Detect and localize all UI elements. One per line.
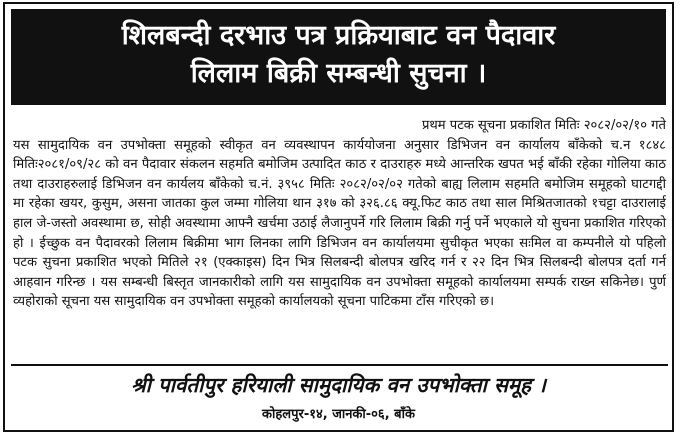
notice-body-text: यस सामुदायिक वन उपभोक्ता समूहको स्वीकृत वन व्यवस्थापन कार्ययोजना अनुसार डिभिजन वन कार्यालय बाँकेको च.न १८४८ मितिः२०८१/०९/२८ को वन पैदावार संकलन सहमति बमोजिम उत्पादित काठ र दाउराहरु मध्ये आन्तरिक खपत भई बाँकी रहेका गोलिया काठ तथा दाउराहरुलाई डिभिजन वन कार्यलय बाँकेको च.नं. ३९५८ मितिः २०८२/०२/०२ गतेको बाह्य लिलाम सहमति बमोजिम समूहको घाटगद्दी मा रहेका खयर, कुसुम, असना जातका कुल जम्मा गोलिया थान ३१७ को ३२६.८६ क्यू.फिट काठ तथा साल मिश्रितजातको १चट्टा दाउरालाई हाल जे-जस्तो अवस्थामा छ, सोही अवस्थामा आफ्नै खर्चमा उठाई लैजानुपर्ने गरि लिलाम बिक्री गर्नु पर्ने भएकाले यो सुचना प्रकाशित गरिएको हो । ईच्छुक वन पैदावरको लिलाम बिक्रीमा भाग लिनका लागि डिभिजन वन कार्यालयमा सुचीकृत भएका सःमिल वा कम्पनीले यो पहिलो पटक सुचना प्रकाशित भएको मितिले २१ (एक्काइस) दिन भित्र सिलबन्दी बोलपत्र खरिद गर्न र २२ दिन भित्र सिलबन्दी बोलपत्र दर्ता गर्न आहवान गरिन्छ । यस सम्बन्धी बिस्तृत जानकारीको लागि यस सामुदायिक वन उपभोक्ता समूहको कार्यालयमा सम्पर्क राख्न सकिनेछ। पुर्ण व्यहोराको सूचना यस सामुदायिक वन उपभोक्ता समूहको कार्यालयको सूचना पाटिकमा टाँस गरिएको छ। bbox=[13, 137, 666, 310]
notice-title-line-1: शिलबन्दी दरभाउ पत्र प्रक्रियाबाट वन पैदावार bbox=[121, 20, 556, 51]
notice-body bbox=[13, 116, 666, 312]
notice-title-banner bbox=[11, 9, 666, 105]
footer-divider bbox=[11, 364, 668, 366]
notice-box bbox=[3, 2, 674, 432]
publication-date-line: प्रथम पटक सूचना प्रकाशित मितिः २०८२/०२/१० गते bbox=[421, 118, 666, 133]
notice-title-line-2: लिलाम बिक्री सम्बन्धी सुचना । bbox=[190, 58, 487, 89]
organization-name: श्री पार्वतीपुर हरियाली सामुदायिक वन उपभोक्ता समूह । bbox=[131, 373, 546, 397]
organization-address: कोहलपुर-१४, जानकी-०६, बाँके bbox=[262, 407, 415, 422]
